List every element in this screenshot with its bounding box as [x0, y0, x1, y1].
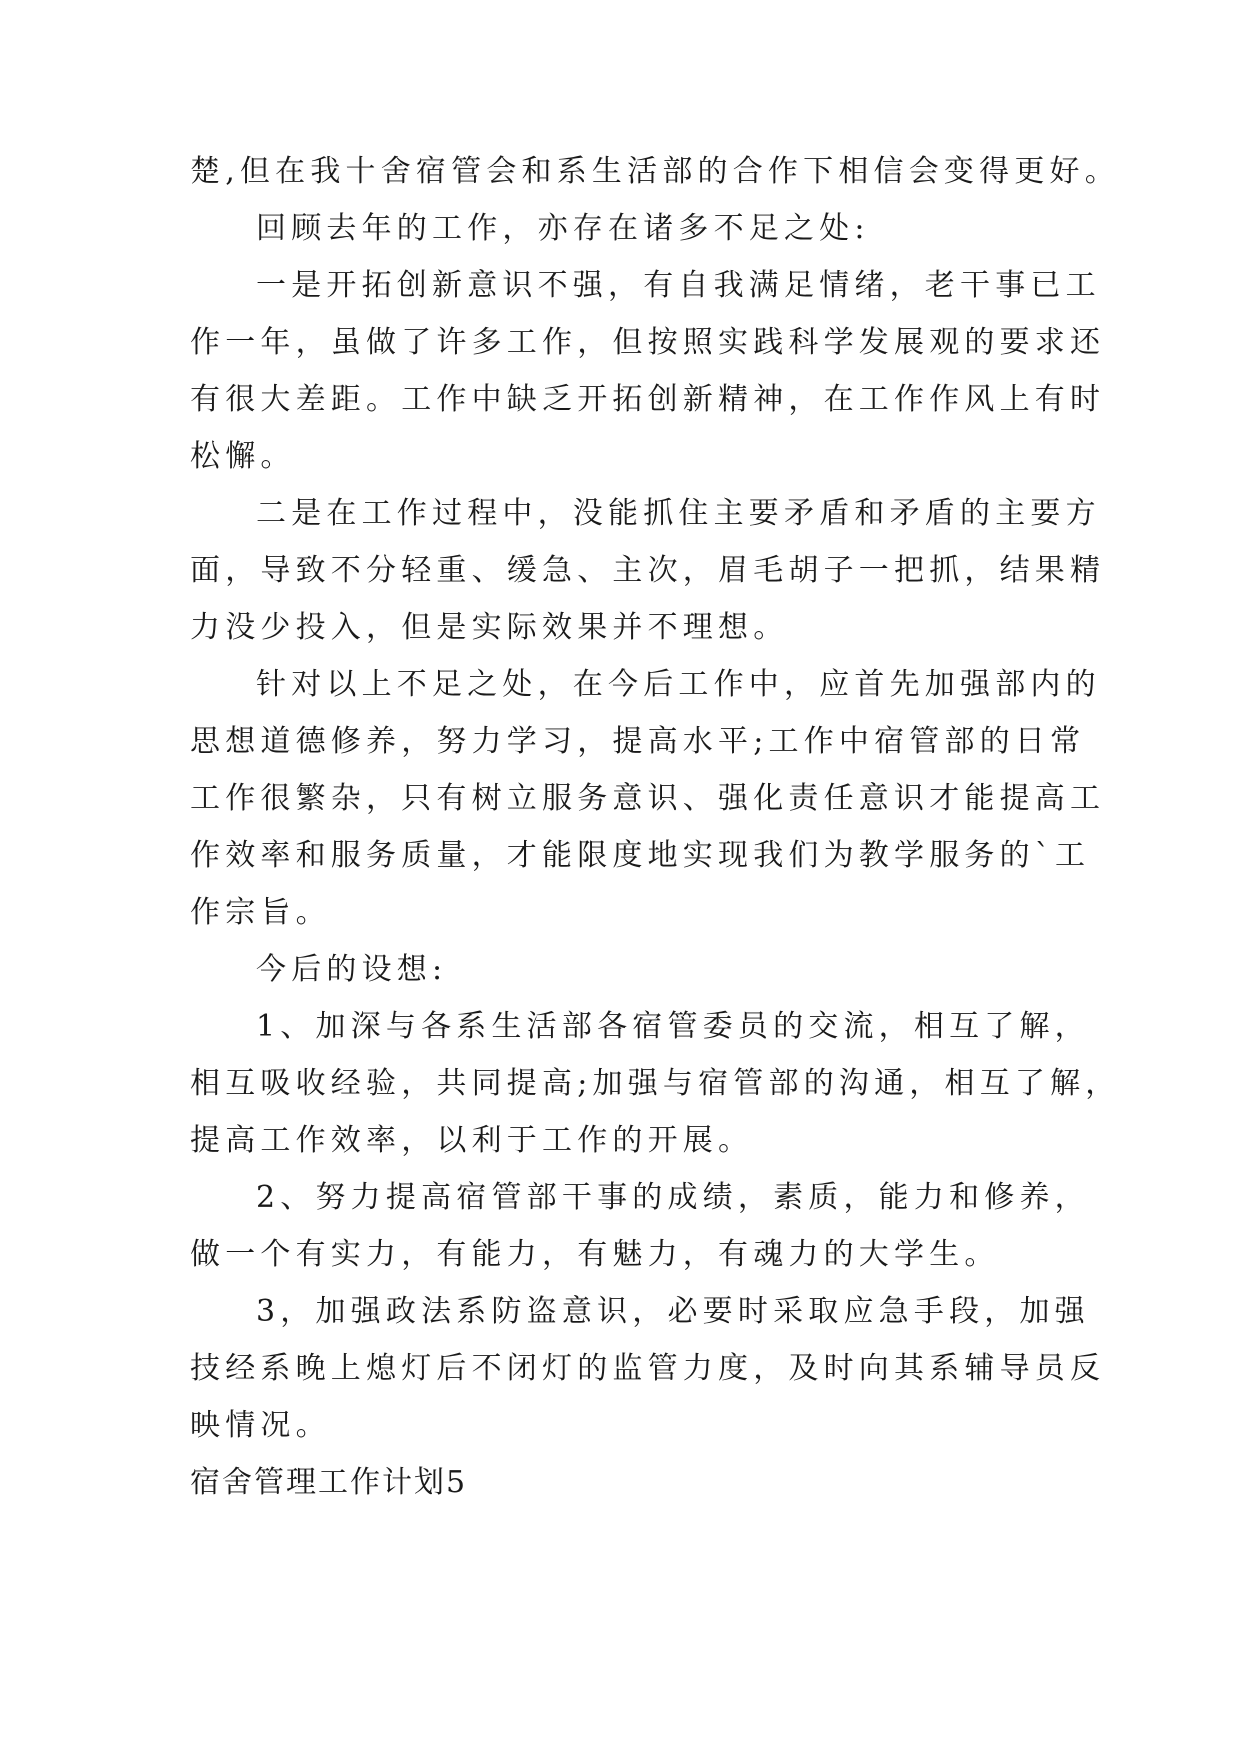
paragraph-line: 今后的设想:	[256, 952, 448, 987]
text-line: 相互吸收经验，共同提高;加强与宿管部的沟通，相互了解，	[190, 1066, 1121, 1101]
text-line: 作宗旨。	[190, 895, 331, 930]
paragraph-line: 3，加强政法系防盗意识，必要时采取应急手段，加强	[256, 1294, 1090, 1329]
text-line: 松懈。	[190, 439, 296, 474]
paragraph-line: 针对以上不足之处，在今后工作中，应首先加强部内的	[256, 667, 1101, 702]
paragraph-line: 一是开拓创新意识不强，有自我满足情绪，老干事已工	[256, 268, 1101, 303]
paragraph-line: 回顾去年的工作，亦存在诸多不足之处:	[256, 211, 870, 246]
text-line: 映情况。	[190, 1408, 331, 1443]
text-line: 技经系晚上熄灯后不闭灯的监管力度，及时向其系辅导员反	[190, 1351, 1106, 1386]
text-line: 工作很繁杂，只有树立服务意识、强化责任意识才能提高工	[190, 781, 1106, 816]
text-line: 力没少投入，但是实际效果并不理想。	[190, 610, 789, 645]
paragraph-line: 1、加深与各系生活部各宿管委员的交流，相互了解，	[256, 1009, 1090, 1044]
text-line: 做一个有实力，有能力，有魅力，有魂力的大学生。	[190, 1237, 1000, 1272]
text-line: 思想道德修养，努力学习，提高水平;工作中宿管部的日常	[190, 724, 1086, 759]
text-line: 楚,但在我十舍宿管会和系生活部的合作下相信会变得更好。	[190, 154, 1120, 189]
text-line: 作一年，虽做了许多工作，但按照实践科学发展观的要求还	[190, 325, 1106, 360]
text-line: 提高工作效率，以利于工作的开展。	[190, 1123, 754, 1158]
text-line: 作效率和服务质量，才能限度地实现我们为教学服务的`工	[190, 838, 1091, 873]
paragraph-line: 2、努力提高宿管部干事的成绩，素质，能力和修养，	[256, 1180, 1090, 1215]
section-heading: 宿舍管理工作计划5	[190, 1465, 468, 1500]
text-line: 面，导致不分轻重、缓急、主次，眉毛胡子一把抓，结果精	[190, 553, 1106, 588]
paragraph-line: 二是在工作过程中，没能抓住主要矛盾和矛盾的主要方	[256, 496, 1101, 531]
text-line: 有很大差距。工作中缺乏开拓创新精神，在工作作风上有时	[190, 382, 1106, 417]
